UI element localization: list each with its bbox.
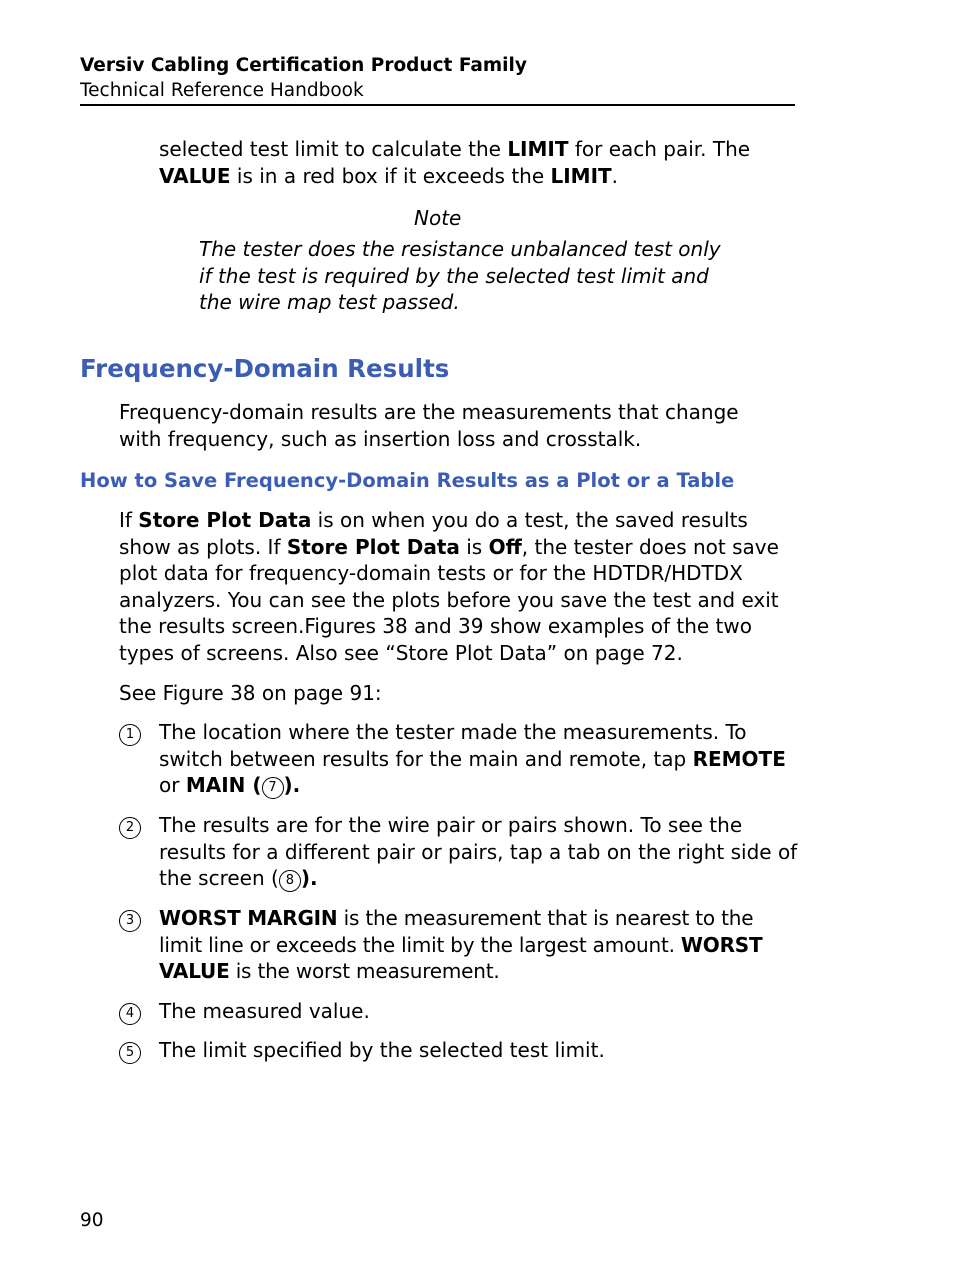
list-item-4: The measured value.	[159, 999, 370, 1023]
list-item-5: The limit specified by the selected test limit.	[159, 1038, 605, 1062]
callout-3-icon: 3	[119, 910, 141, 932]
intro-text-1: selected test limit to calculate the	[159, 137, 508, 161]
list-item-2-number	[119, 812, 141, 839]
intro-bold-limit-2: LIMIT	[550, 163, 612, 188]
list-item-1-bold-main: MAIN	[185, 773, 246, 797]
p1-text-1: If	[119, 508, 139, 532]
list-item-3-bold-worst-value: WORST VALUE	[159, 932, 763, 983]
list-item-3-text-1: is the measurement that is nearest to the limit line or exceeds the limit by the largest amount.	[159, 906, 754, 957]
subsection-heading: How to Save Frequency-Domain Results as a Plot or a Table	[80, 469, 735, 492]
note-text: The tester does the resistance unbalanced test only if the test is required by the selected test limit and the wire map test passed.	[199, 237, 721, 314]
list-item-1-text-4: ).	[283, 773, 301, 797]
callout-7-icon: 7	[262, 777, 284, 799]
see-figure-line: See Figure 38 on page 91:	[119, 681, 382, 705]
callout-8-icon: 8	[279, 870, 301, 892]
callout-2-icon: 2	[119, 817, 141, 839]
list-item-4-number	[119, 998, 141, 1025]
p1-text-3: is	[459, 534, 489, 559]
list-item-1-number	[119, 719, 141, 746]
intro-bold-value: VALUE	[159, 163, 231, 188]
header-divider	[80, 104, 795, 106]
p1-text-2: is on when you do a test, the saved results show as plots. If	[119, 508, 748, 559]
list-item-3	[159, 905, 799, 985]
intro-text-4: .	[611, 163, 619, 188]
p1-bold-store-plot: Store Plot Data	[138, 508, 312, 532]
list-item-1-text-1: The location where the tester made the measurements. To switch between results for the main and remote, tap	[159, 720, 747, 771]
header-subtitle: Technical Reference Handbook	[80, 80, 364, 101]
store-plot-paragraph	[119, 507, 799, 666]
list-item-3-bold-worst-margin: WORST MARGIN	[159, 906, 338, 930]
page-number: 90	[80, 1210, 104, 1231]
list-item-1-bold-remote: REMOTE	[692, 746, 786, 771]
p1-bold-off: Off	[488, 534, 522, 559]
list-item-3-number	[119, 905, 141, 932]
list-item-5-number	[119, 1037, 141, 1064]
intro-text-3: is in a red box if it exceeds the	[230, 163, 551, 188]
intro-bold-limit: LIMIT	[507, 137, 569, 161]
list-item-2-text-1: The results are for the wire pair or pairs shown. To see the results for a different pair or pairs, tap a tab on the right side of the screen (	[159, 813, 798, 890]
section-heading: Frequency-Domain Results	[80, 354, 450, 383]
intro-text-2: for each pair. The	[568, 137, 751, 161]
callout-1-icon: 1	[119, 724, 141, 746]
note-label: Note	[414, 206, 462, 230]
intro-paragraph	[159, 136, 799, 189]
p1-bold-store-plot-2: Store Plot Data	[286, 534, 460, 559]
list-item-2-text-2: ).	[300, 866, 318, 890]
list-item-1-text-3: (	[245, 773, 262, 797]
section-body: Frequency-domain results are the measurements that change with frequency, such as insertion loss and crosstalk.	[119, 400, 739, 451]
p1-text-4: , the tester does not save plot data for frequency-domain tests or for the HDTDR/HDTDX analyzers. You can see the plots before you save the test and exit the results screen.Figures 38 and 39 show examples of the two types of screens. Also see “Store Plot Data” on page 72.	[119, 534, 779, 665]
list-item-2	[159, 812, 799, 892]
header-title: Versiv Cabling Certification Product Family	[80, 55, 527, 76]
callout-5-icon: 5	[119, 1042, 141, 1064]
callout-4-icon: 4	[119, 1003, 141, 1025]
list-item-1	[159, 719, 799, 799]
list-item-1-text-2: or	[159, 773, 186, 797]
list-item-3-text-2: is the worst measurement.	[229, 959, 500, 983]
